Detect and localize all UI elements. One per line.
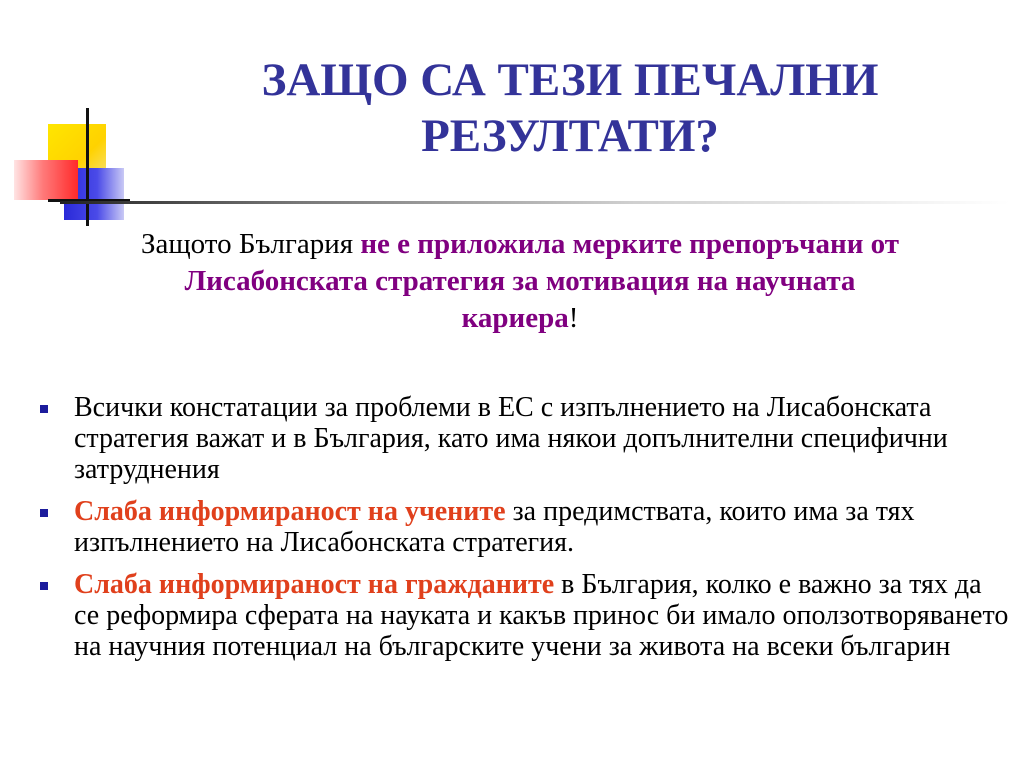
intro-highlight: не е приложила мерките препоръчани от Лисабонската стратегия за мотивация на научната кариера (184, 228, 900, 334)
intro-prefix: Защото България (140, 228, 361, 260)
square-bullet-icon (40, 405, 48, 413)
intro-suffix: ! (568, 302, 579, 334)
square-bullet-icon (40, 582, 48, 590)
intro-paragraph (130, 226, 910, 337)
red-square (14, 160, 78, 200)
list-item (30, 569, 1010, 662)
slide-title: ЗАЩО СА ТЕЗИ ПЕЧАЛНИ РЕЗУЛТАТИ? (261, 54, 879, 162)
list-item (30, 496, 1010, 558)
bullet-text: Всички констатации за проблеми в ЕС с изпълнението на Лисабонската стратегия важат и в България, като има някои допълнителни специфични затруднения (74, 392, 948, 485)
square-bullet-icon (40, 509, 48, 517)
bullet-text: за предимствата, които има за тях изпълнението на Лисабонската стратегия. (74, 496, 915, 558)
list-item (30, 392, 1010, 485)
bullet-highlight: Слаба информираност на гражданите (74, 569, 555, 600)
title-divider (60, 201, 1010, 204)
bullet-highlight: Слаба информираност на учените (74, 496, 506, 527)
bullet-text: в България, колко е важно за тях да се реформира сферата на науката и какъв принос би имало оползотворяването на научния потенциал на българските учени за живота на всеки българин (74, 569, 1009, 662)
bullet-list (30, 392, 1010, 673)
vertical-line (86, 108, 89, 226)
